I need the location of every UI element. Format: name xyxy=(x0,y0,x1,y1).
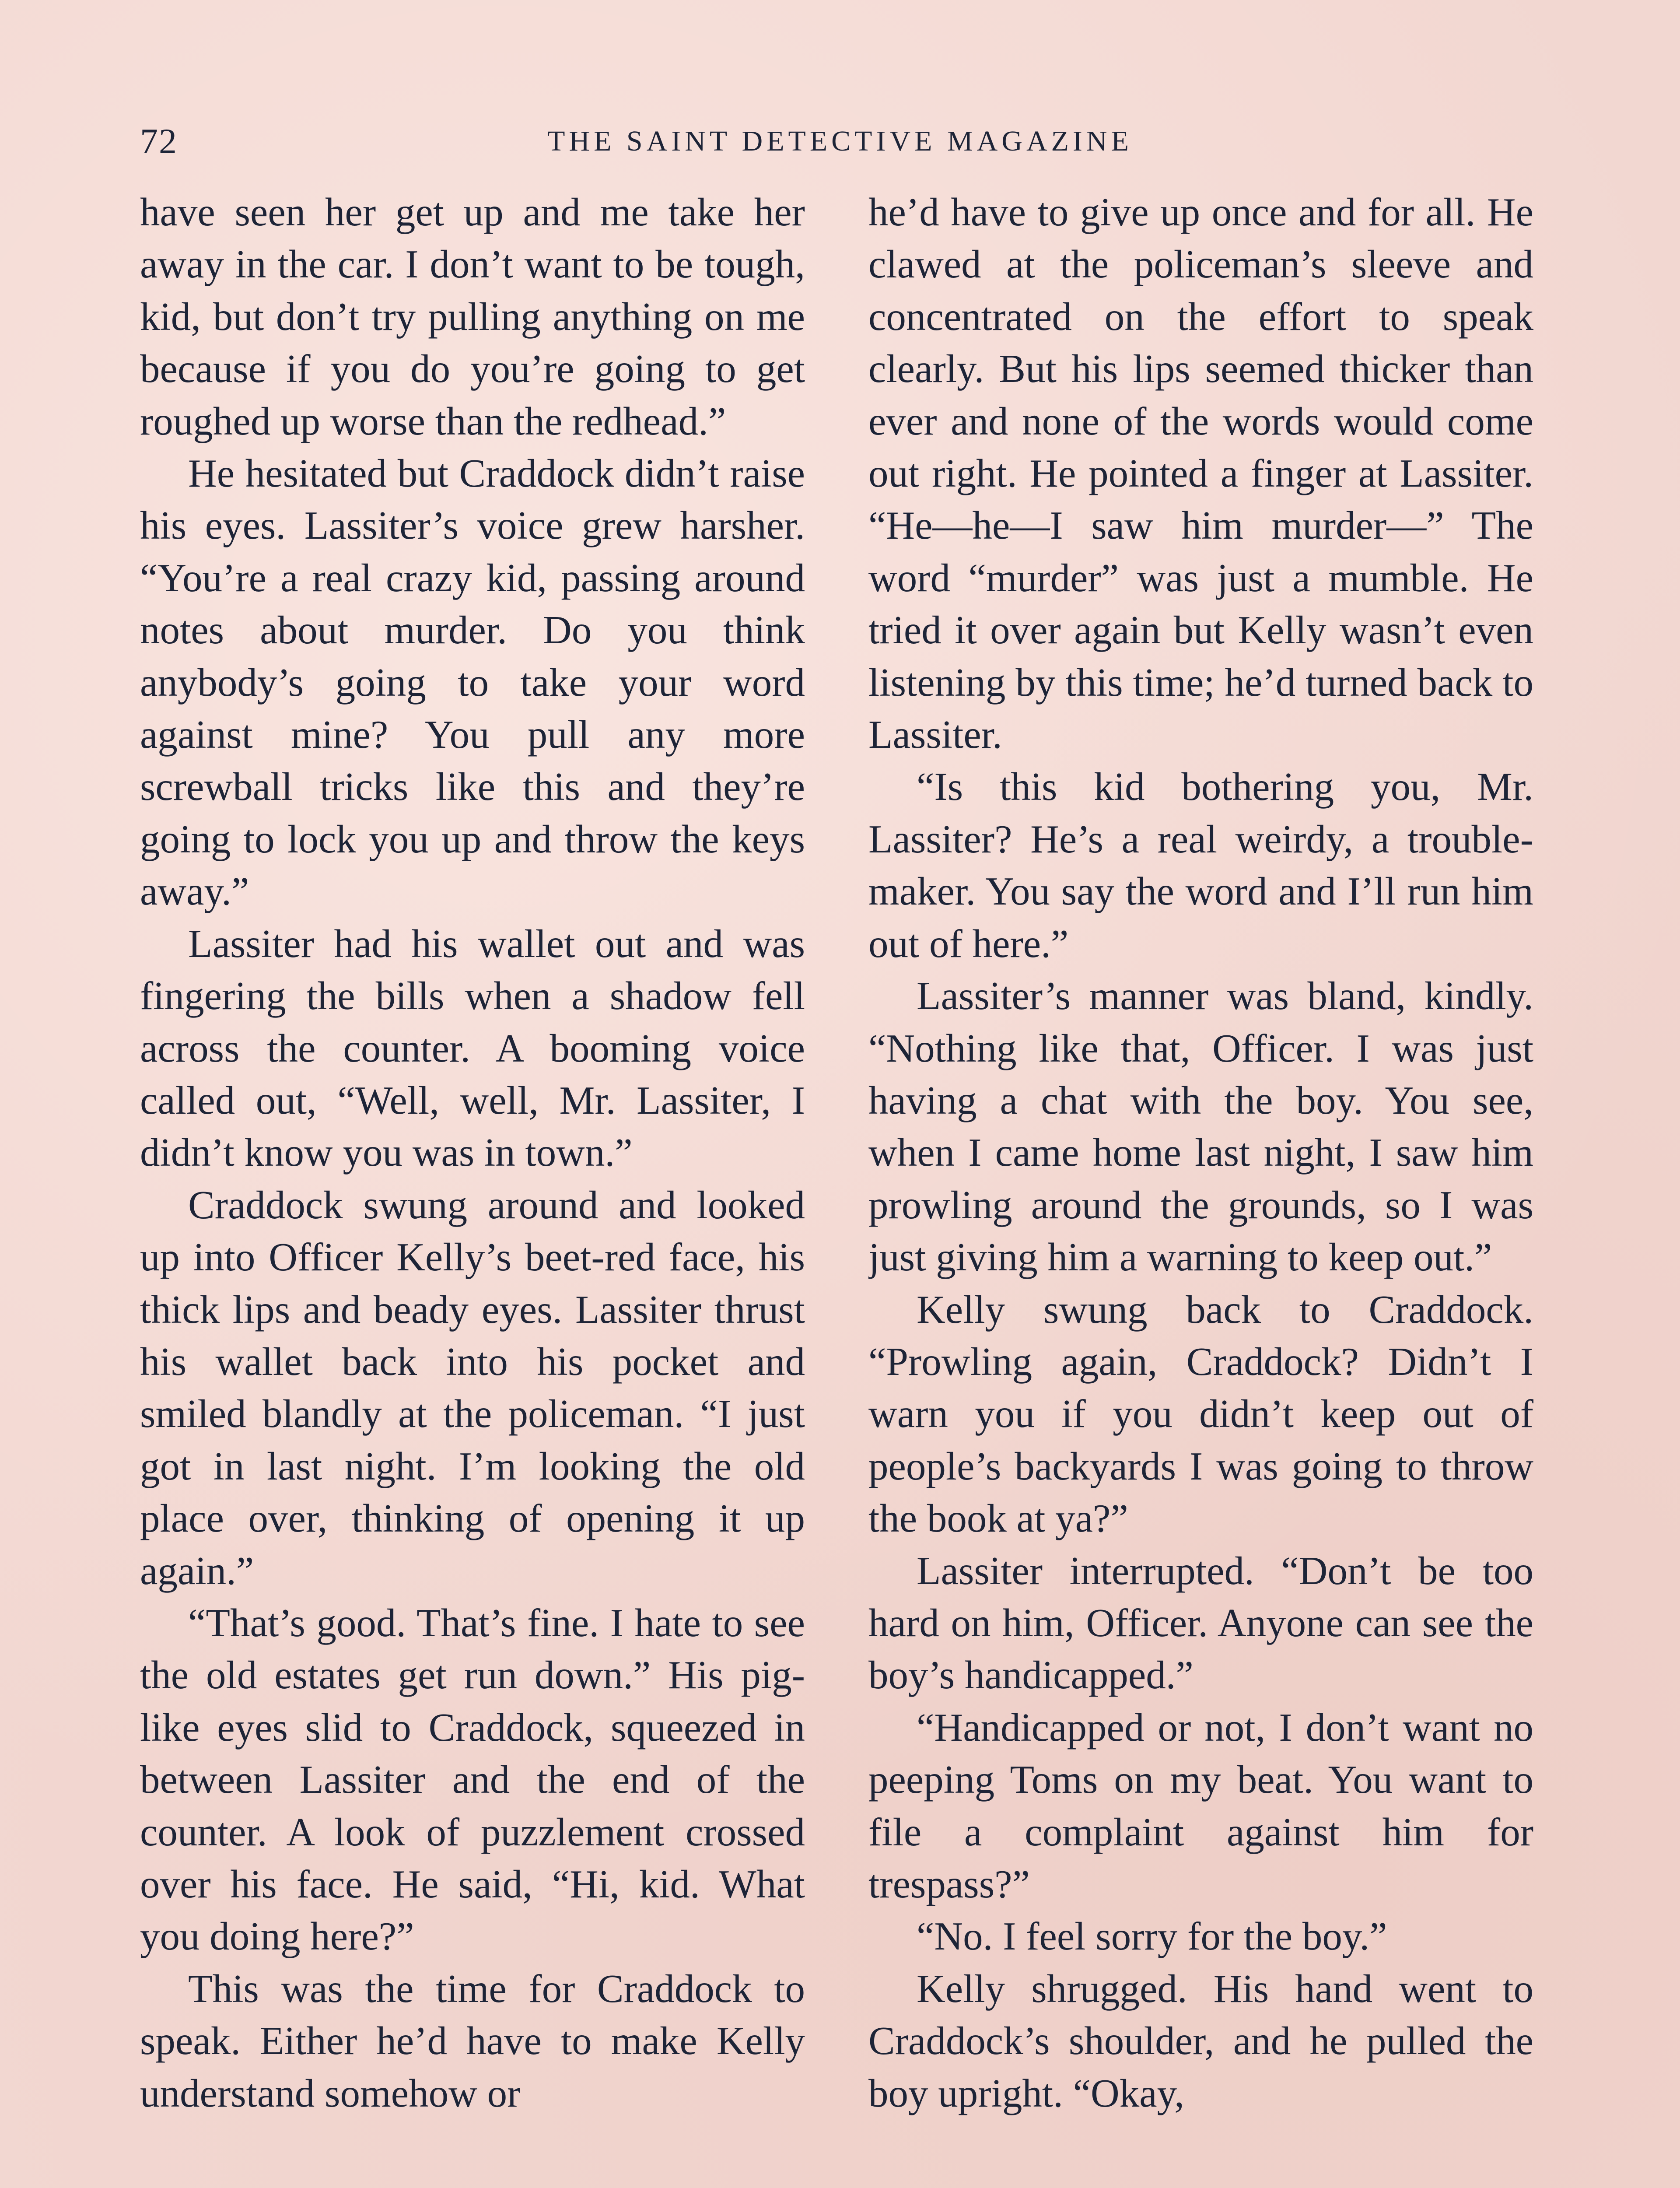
left-column xyxy=(140,186,805,2188)
paragraph: have seen her get up and me take her away in the car. I don’t want to be tough, kid, but don’t try pulling anything on me because if you do you’re going to get roughed up worse than the redhead.” xyxy=(140,190,805,443)
page-number: 72 xyxy=(140,121,178,161)
paragraph: Kelly shrugged. His hand went to Craddock’s shoulder, and he pulled the boy upright. “Okay, xyxy=(868,1966,1533,2115)
page-header xyxy=(140,117,1540,165)
right-column xyxy=(868,186,1533,2188)
running-head: THE SAINT DETECTIVE MAGAZINE xyxy=(547,125,1133,157)
paragraph: “No. I feel sorry for the boy.” xyxy=(917,1914,1387,1959)
paragraph: “Handicapped or not, I don’t want no peeping Toms on my beat. You want to file a complaint against him for trespass?” xyxy=(868,1705,1533,1906)
paragraph: Lassiter’s manner was bland, kindly. “Nothing like that, Officer. I was just having a chat with the boy. You see, when I came home last night, I saw him prowling around the grounds, so I was just giving him a warning to keep out.” xyxy=(868,974,1533,1280)
paragraph: Kelly swung back to Craddock. “Prowling again, Craddock? Didn’t I warn you if you didn’t keep out of people’s backyards I was going to throw the book at ya?” xyxy=(868,1287,1533,1541)
paragraph: Craddock swung around and looked up into Officer Kelly’s beet-red face, his thick lips and beady eyes. Lassiter thrust his wallet back into his pocket and smiled blandly at the policeman. “I just got in last night. I’m looking the old place over, thinking of opening it up again.” xyxy=(140,1182,805,1593)
paragraph: Lassiter had his wallet out and was fingering the bills when a shadow fell across the counter. A booming voice called out, “Well, well, Mr. Lassiter, I didn’t know you was in town.” xyxy=(140,921,805,1175)
paragraph: He hesitated but Craddock didn’t raise his eyes. Lassiter’s voice grew harsher. “You’re a real crazy kid, passing around notes about murder. Do you think anybody’s going to take your word against mine? You pull any more screwball tricks like this and they’re going to lock you up and throw the keys away.” xyxy=(140,451,805,914)
paragraph: he’d have to give up once and for all. He clawed at the policeman’s sleeve and concentrated on the effort to speak clearly. But his lips seemed thicker than ever and none of the words would come out right. He pointed a finger at Lassiter. “He—he—I saw him murder—” The word “murder” was just a mumble. He tried it over again but Kelly wasn’t even listening by this time; he’d turned back to Lassiter. xyxy=(868,190,1533,757)
paragraph: “Is this kid bothering you, Mr. Lassiter? He’s a real weirdy, a trouble-maker. You say the word and I’ll run him out of here.” xyxy=(868,764,1533,966)
paragraph: Lassiter interrupted. “Don’t be too hard on him, Officer. Anyone can see the boy’s handicapped.” xyxy=(868,1548,1533,1697)
paragraph: This was the time for Craddock to speak. Either he’d have to make Kelly understand somehow or xyxy=(140,1966,805,2115)
paragraph: “That’s good. That’s fine. I hate to see the old estates get run down.” His pig-like eyes slid to Craddock, squeezed in between Lassiter and the end of the counter. A look of puzzlement crossed over his face. He said, “Hi, kid. What you doing here?” xyxy=(140,1600,805,1959)
